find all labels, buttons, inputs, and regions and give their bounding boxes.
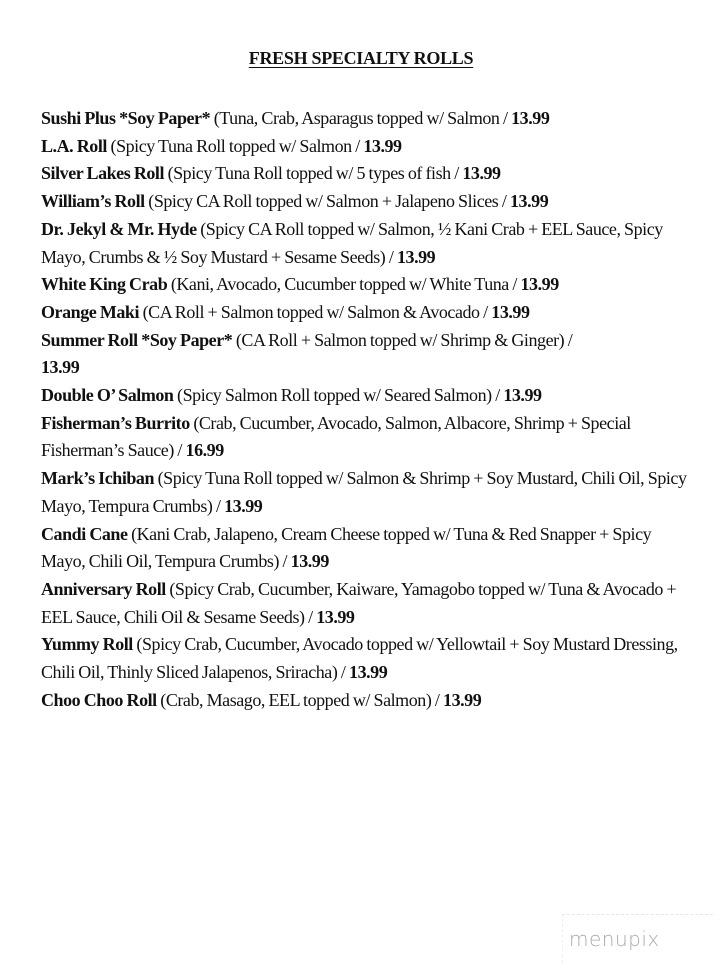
menu-item-williams-roll bbox=[41, 188, 691, 216]
item-name: L.A. Roll bbox=[41, 135, 107, 156]
item-name: William’s Roll bbox=[41, 191, 145, 212]
item-price: 13.99 bbox=[290, 551, 329, 572]
item-price: 13.99 bbox=[520, 274, 559, 295]
item-price: 13.99 bbox=[224, 495, 263, 516]
item-name: Yummy Roll bbox=[41, 634, 133, 655]
item-price: 13.99 bbox=[349, 662, 388, 683]
item-price: 13.99 bbox=[491, 301, 530, 322]
item-description: (Crab, Masago, EEL topped w/ Salmon) / bbox=[156, 689, 444, 710]
item-price: 13.99 bbox=[503, 385, 542, 406]
menu-item-white-king-crab bbox=[41, 271, 691, 299]
page-title: FRESH SPECIALTY ROLLS bbox=[248, 48, 474, 68]
item-description: (Spicy Tuna Roll topped w/ Salmon & Shrimp + Soy Mustard, Chili Oil, Spicy Mayo, Tempura Crumbs) / bbox=[41, 468, 687, 516]
item-description: (CA Roll + Salmon topped w/ Shrimp & Ginger) / bbox=[232, 329, 573, 350]
item-name: Mark’s Ichiban bbox=[41, 468, 155, 489]
menu-item-sushi-plus bbox=[41, 105, 691, 133]
menu-item-fishermans-burrito bbox=[41, 410, 691, 465]
item-price: 16.99 bbox=[185, 440, 224, 461]
item-description: (Spicy CA Roll topped w/ Salmon, ½ Kani Crab + EEL Sauce, Spicy Mayo, Crumbs & ½ Soy Mustard + Sesame Seeds) / bbox=[41, 218, 663, 267]
item-name: Fisherman’s Burrito bbox=[41, 412, 190, 433]
item-name: Choo Choo Roll bbox=[41, 689, 157, 710]
item-name: White King Crab bbox=[41, 274, 168, 295]
item-description: (Kani Crab, Jalapeno, Cream Cheese topped w/ Tuna & Red Snapper + Spicy Mayo, Chili Oil, Tempura Crumbs) / bbox=[41, 523, 652, 572]
menupix-watermark bbox=[562, 914, 713, 963]
item-name: Dr. Jekyl & Mr. Hyde bbox=[41, 218, 197, 239]
menu-item-la-roll bbox=[41, 133, 691, 161]
item-name: Summer Roll *Soy Paper* bbox=[41, 329, 233, 350]
menu-item-summer-roll bbox=[41, 327, 691, 382]
item-name: Candi Cane bbox=[41, 523, 128, 544]
menu-item-choo-choo-roll bbox=[41, 687, 691, 715]
item-description: (CA Roll + Salmon topped w/ Salmon & Avocado / bbox=[139, 301, 492, 322]
menu-item-dr-jekyl-mr-hyde bbox=[41, 216, 691, 271]
item-description: (Spicy Crab, Cucumber, Avocado topped w/ Yellowtail + Soy Mustard Dressing, Chili Oil, Thinly Sliced Jalapenos, Sriracha) / bbox=[41, 634, 678, 683]
item-description: (Kani, Avocado, Cucumber topped w/ White Tuna / bbox=[167, 274, 521, 295]
menu-item-anniversary-roll bbox=[41, 576, 691, 631]
item-description: (Spicy Crab, Cucumber, Kaiware, Yamagobo topped w/ Tuna & Avocado + EEL Sauce, Chili Oil & Sesame Seeds) / bbox=[41, 578, 677, 627]
item-description: (Tuna, Crab, Asparagus topped w/ Salmon / bbox=[210, 108, 512, 128]
item-name: Silver Lakes Roll bbox=[41, 163, 165, 184]
menu-item-orange-maki bbox=[41, 299, 691, 327]
menu-item-candi-cane bbox=[41, 521, 691, 576]
item-name: Sushi Plus *Soy Paper* bbox=[41, 108, 211, 128]
item-price: 13.99 bbox=[396, 246, 436, 267]
menu-item-yummy-roll bbox=[41, 631, 691, 686]
item-price: 13.99 bbox=[41, 357, 80, 378]
item-description: (Spicy Salmon Roll topped w/ Seared Salmon) / bbox=[173, 385, 504, 406]
item-price: 13.99 bbox=[443, 689, 482, 710]
watermark-logo: menupix bbox=[569, 927, 660, 951]
item-name: Double O’ Salmon bbox=[41, 385, 174, 406]
item-price: 13.99 bbox=[316, 606, 355, 627]
menu-item-marks-ichiban bbox=[41, 465, 691, 520]
menu-item-double-o-salmon bbox=[41, 382, 691, 410]
item-name: Orange Maki bbox=[41, 301, 140, 322]
menu-item-silver-lakes-roll bbox=[41, 160, 691, 188]
item-price: 13.99 bbox=[510, 191, 549, 212]
item-price: 13.99 bbox=[462, 163, 501, 184]
item-description: (Spicy Tuna Roll topped w/ Salmon / bbox=[106, 135, 364, 156]
item-name: Anniversary Roll bbox=[41, 578, 166, 599]
item-description: (Crab, Cucumber, Avocado, Salmon, Albacore, Shrimp + Special Fisherman’s Sauce) / bbox=[41, 412, 631, 461]
item-description: (Spicy CA Roll topped w/ Salmon + Jalapeno Slices / bbox=[144, 191, 510, 212]
item-price: 13.99 bbox=[511, 108, 550, 128]
menu-list bbox=[41, 105, 691, 714]
item-description: (Spicy Tuna Roll topped w/ 5 types of fish / bbox=[164, 163, 463, 184]
item-price: 13.99 bbox=[363, 135, 402, 156]
